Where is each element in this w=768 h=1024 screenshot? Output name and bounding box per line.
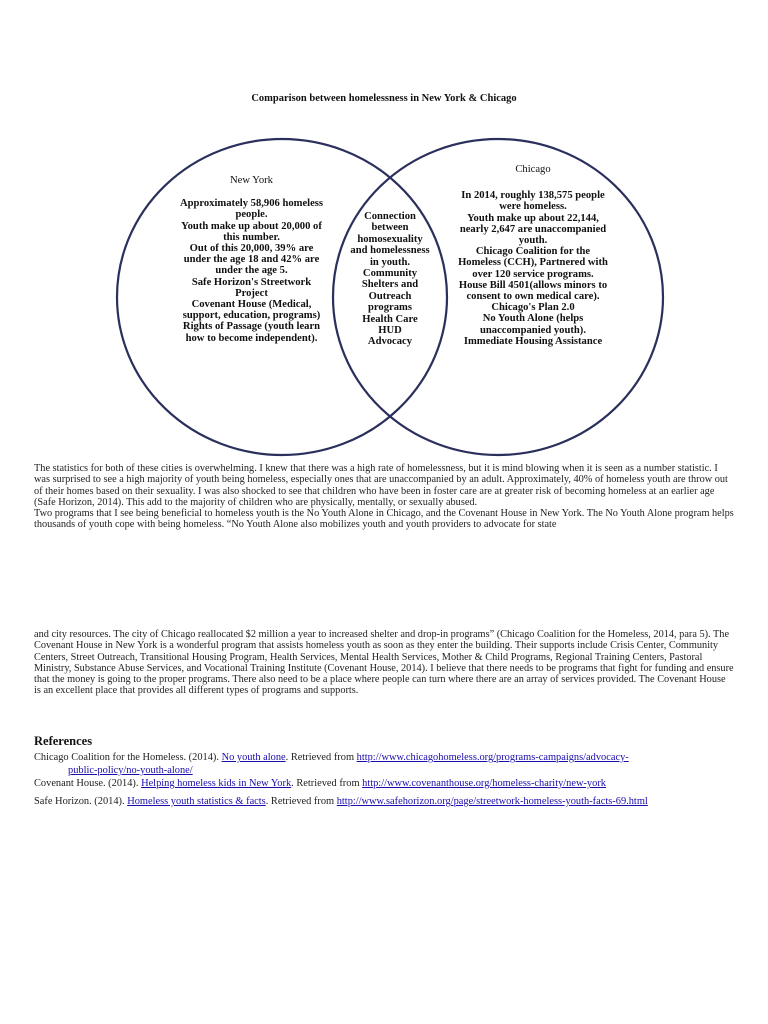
new-york-line: under the age 18 and 42% are [183,254,320,266]
body-bottom [34,629,734,697]
new-york-line: Youth make up about 20,000 of [181,220,322,232]
reference-item [34,795,734,808]
reference-title-link[interactable]: No youth alone [221,752,286,763]
reference-retrieved: . Retrieved from [265,796,337,807]
reference-item [34,777,734,790]
overlap-section [338,211,442,348]
reference-url-link-cont[interactable]: public-policy/no-youth-alone/ [68,765,193,776]
reference-author: Chicago Coalition for the Homeless. (2014). [34,752,222,763]
overlap-line: Outreach [368,290,412,302]
reference-author: Safe Horizon. (2014). [34,796,128,807]
overlap-line: homosexuality [357,233,423,245]
chicago-line: Youth make up about 22,144, [467,212,599,224]
new-york-line: Covenant House (Medical, [191,299,312,311]
reference-url-link[interactable]: http://www.covenanthouse.org/homeless-charity/new-york [362,778,606,789]
new-york-line: how to become independent). [185,332,318,344]
new-york-line: Rights of Passage (youth learn [182,321,321,333]
reference-item [34,751,734,777]
chicago-line: Homeless (CCH), Partnered with [458,257,608,269]
reference-retrieved: . Retrieved from [291,778,363,789]
chicago-heading: Chicago [515,164,551,175]
chicago-line: Chicago Coalition for the [475,246,591,258]
overlap-line: in youth. [369,256,411,268]
new-york-line: Project [235,287,268,299]
overlap-line: and homelessness [350,245,430,257]
overlap-line: HUD [378,325,402,337]
overlap-line: Shelters and [361,279,419,291]
chicago-line: unaccompanied youth). [480,324,586,336]
new-york-line: under the age 5. [215,265,288,277]
chicago-line: were homeless. [499,201,567,213]
reference-url-link[interactable]: http://www.chicagohomeless.org/programs-campaigns/advocacy- [356,752,629,763]
overlap-line: Health Care [362,313,418,325]
new-york-line: Approximately 58,906 homeless [179,198,324,210]
overlap-line: between [371,222,409,234]
body-top [34,463,734,531]
body-paragraph: Two programs that I see being beneficial to homeless youth is the No Youth Alone in Chicago, and the Covenant House in New York. The No Youth Alone program helps thousands of youth cope with being homeless. “No Youth Alone also mobilizes youth and youth providers to advocate for state [34,508,734,531]
reference-author: Covenant House. (2014). [34,778,142,789]
body-paragraph: and city resources. The city of Chicago reallocated $2 million a year to increased shelter and drop-in programs” (Chicago Coalition for the Homeless, 2014, para 5). The Covenant House in New York is a wonderful program that assists homeless youth as soon as they enter the building. Their supports include Crisis Center, Community Centers, Street Outreach, Transitional Housing Program, Health Services, Mental Health Services, Mother & Child Programs, Regional Training Centers, Pastoral Ministry, Substance Abuse Services, and Vocational Training Institute (Covenant House, 2014). I believe that there needs to be programs that fight for funding and ensure that the money is going to the proper programs. There also need to be a place where people can turn where there are an array of services provided. The Covenant House is an excellent place that provides all different types of programs and supports. [34,629,734,697]
new-york-heading: New York [230,175,273,186]
chicago-section [440,164,626,347]
references-heading: References [34,734,93,748]
overlap-line: Advocacy [367,336,413,348]
new-york-line: Safe Horizon's Streetwork [191,276,312,288]
reference-retrieved: . Retrieved from [285,752,357,763]
diagram-title: Comparison between homelessness in New York & Chicago [251,93,517,104]
body-paragraph: The statistics for both of these cities is overwhelming. I knew that there was a high rate of homelessness, but it is mind blowing when it is seen as a number statistic. I was surprised to see a high majority of youth being homeless, especially ones that are unaccompanied by an adult. Approximately, 40% of homeless youth are throw out of their homes based on their sexuality. I was also shocked to see that children who have been in foster care are at greater risk of becoming homeless at an earlier age (Safe Horizon, 2014). This add to the majority of children who are physically, mentally, or sexually abused. [34,463,728,508]
chicago-line: Chicago's Plan 2.0 [491,302,575,314]
chicago-line: youth. [518,235,548,247]
new-york-line: support, education, programs) [182,310,321,322]
chicago-line: nearly 2,647 are unaccompanied [459,223,607,235]
new-york-line: people. [235,209,268,221]
chicago-line: consent to own medical care). [466,291,600,303]
reference-url-link[interactable]: http://www.safehorizon.org/page/streetwork-homeless-youth-facts-69.html [336,796,648,807]
reference-title-link[interactable]: Homeless youth statistics & facts [127,796,266,807]
chicago-line: Immediate Housing Assistance [463,335,603,347]
overlap-line: programs [368,302,412,314]
chicago-line: In 2014, roughly 138,575 people [461,190,605,202]
chicago-line: over 120 service programs. [472,268,594,280]
overlap-line: Connection [364,211,416,222]
new-york-line: Out of this 20,000, 39% are [189,243,314,255]
new-york-section [164,175,339,344]
chicago-line: House Bill 4501(allows minors to [458,279,608,291]
chicago-line: No Youth Alone (helps [482,313,584,325]
new-york-line: this number. [223,231,280,243]
reference-title-link[interactable]: Helping homeless kids in New York [141,778,292,789]
overlap-line: Community [362,268,418,280]
